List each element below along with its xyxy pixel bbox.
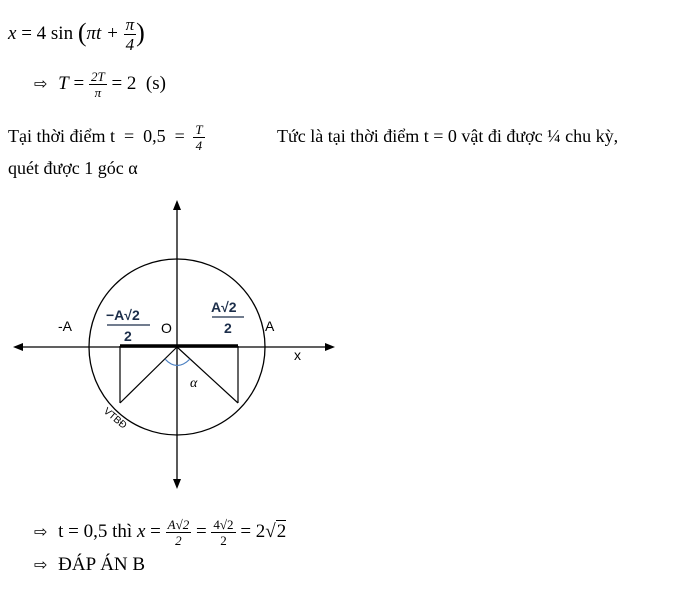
answer-text: ĐÁP ÁN B — [58, 554, 146, 575]
equation-line-5 — [34, 514, 286, 550]
frac-den: 2 — [175, 533, 182, 549]
right-radius — [177, 347, 238, 403]
frac-num: A√2 — [167, 517, 190, 533]
label-O: O — [161, 320, 172, 336]
eq-sign: = — [73, 73, 85, 94]
frac-den: 2 — [220, 533, 227, 549]
label-minus-A: -A — [58, 318, 72, 334]
frac-num: π — [125, 15, 135, 35]
eq-sign: = — [195, 521, 207, 542]
text: t = 0,5 thì — [58, 521, 133, 542]
label-pos-frac-den: 2 — [224, 320, 232, 336]
frac-num: 2T — [90, 69, 105, 85]
sqrt-symbol: √2 — [265, 521, 287, 542]
label-neg-frac-num: −A√2 — [106, 307, 140, 323]
text-b: Tức là tại thời điểm t = 0 vật đi được ¼ chu kỳ, — [277, 126, 619, 146]
label-x: x — [294, 347, 301, 363]
frac-A-sqrt2-over-2 — [166, 518, 192, 547]
label-neg-frac-den: 2 — [124, 328, 132, 344]
answer-line — [34, 551, 145, 579]
frac-den: 4 — [195, 138, 203, 154]
eq-sin: = 4 sin — [21, 23, 74, 44]
label-A: A — [265, 318, 275, 334]
var-x: x — [8, 23, 17, 44]
frac-den: π — [94, 85, 102, 101]
arrow-icon: ⇨ — [34, 522, 48, 541]
label-pos-frac-num: A√2 — [211, 299, 237, 315]
paren-open: ( — [77, 18, 87, 47]
frac-4-sqrt2-over-2 — [211, 518, 235, 547]
eq-rest: = 2 — [240, 521, 266, 542]
left-radius — [120, 347, 177, 403]
arrow-icon: ⇨ — [34, 74, 48, 93]
eq-rest: = 2 (s) — [111, 73, 166, 94]
eq-sign: = — [150, 521, 161, 542]
text: quét được 1 góc α — [8, 158, 138, 178]
text-a: Tại thời điểm t = 0,5 = — [8, 126, 185, 146]
var-T: T — [58, 73, 69, 94]
frac-num: T — [195, 122, 203, 138]
eq-inner: πt + — [86, 23, 119, 44]
arrow-icon: ⇨ — [34, 555, 48, 574]
paren-close: ) — [136, 18, 145, 47]
frac-num: 4√2 — [213, 517, 234, 533]
label-vtbd: VTBĐ — [101, 405, 129, 432]
sqrt-radicand: 2 — [276, 521, 287, 542]
frac-den: 4 — [125, 35, 135, 55]
label-alpha: α — [190, 376, 198, 391]
var-x: x — [136, 521, 146, 542]
